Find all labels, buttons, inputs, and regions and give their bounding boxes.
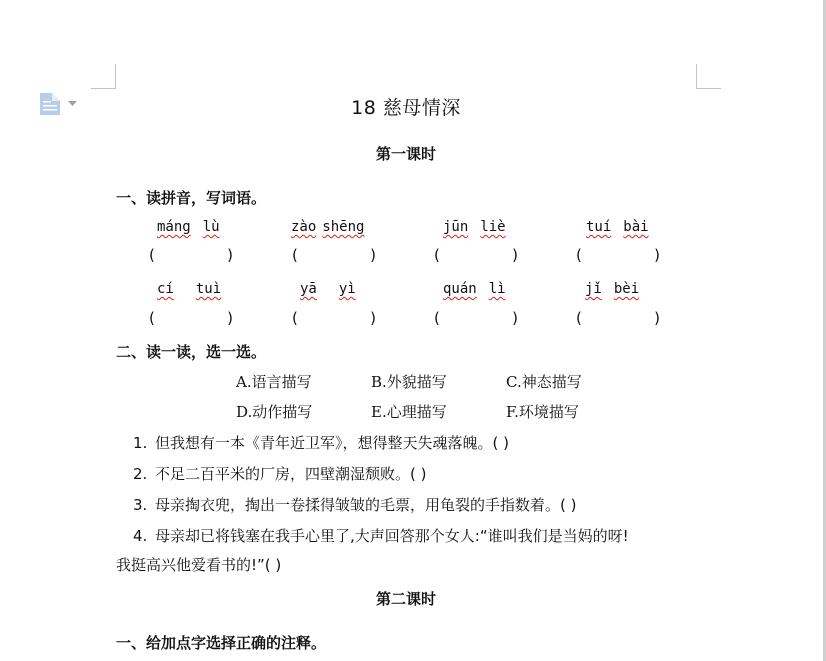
section-heading-annotation: 一、给加点字选择正确的注释。: [116, 634, 327, 652]
pinyin-item: [157, 281, 233, 297]
open-paren: (: [434, 309, 440, 327]
pinyin-item: [585, 281, 651, 297]
question-text: 但我想有一本《青年近卫军》，想得整天失魂落魄。( ): [155, 434, 509, 452]
answer-blank[interactable]: [434, 246, 518, 264]
pinyin-syllable: tuì: [195, 281, 222, 297]
open-paren: (: [292, 246, 298, 264]
question-text: 母亲掏衣兜，掏出一卷揉得皱皱的毛票，用龟裂的手指数着。( ): [155, 496, 577, 514]
question-number: 3.: [133, 496, 148, 514]
pinyin-item: [157, 219, 232, 235]
pinyin-item: [300, 281, 368, 297]
open-paren: (: [576, 246, 582, 264]
pinyin-syllable: tuí: [586, 219, 612, 235]
open-paren: (: [292, 309, 298, 327]
pinyin-syllable: quán: [443, 281, 477, 297]
pinyin-syllable: yā: [300, 281, 317, 297]
pinyin-syllable: jūn: [443, 219, 469, 235]
close-paren: ): [227, 246, 233, 264]
question-item: [133, 463, 426, 484]
pinyin-syllable: lì: [488, 281, 506, 297]
pinyin-item: [586, 219, 661, 235]
question-number: 1.: [133, 434, 148, 452]
close-paren: ): [512, 246, 518, 264]
answer-blank[interactable]: [292, 246, 376, 264]
open-paren: (: [149, 246, 155, 264]
option-d: D.动作描写: [236, 403, 313, 421]
close-paren: ): [654, 246, 660, 264]
pinyin-item: [443, 219, 518, 235]
question-item: [133, 494, 576, 515]
margin-corner-mark-top-left: [91, 64, 116, 89]
open-paren: (: [576, 309, 582, 327]
close-paren: ): [370, 246, 376, 264]
pinyin-item: [291, 219, 376, 235]
section-heading-pinyin: 一、读拼音，写词语。: [116, 189, 267, 207]
pinyin-syllable: zào: [291, 219, 317, 235]
pinyin-syllable: shēng: [322, 219, 365, 235]
pinyin-syllable: bài: [623, 219, 649, 235]
answer-blank[interactable]: [292, 309, 376, 327]
question-text: 不足二百平米的厂房，四壁潮湿颓败。( ): [155, 465, 427, 483]
question-number: 4.: [133, 527, 148, 545]
pinyin-syllable: bèi: [613, 281, 640, 297]
section-heading-choose: 二、读一读，选一选。: [116, 343, 267, 361]
pinyin-syllable: lù: [202, 219, 220, 235]
open-paren: (: [149, 309, 155, 327]
option-f: F.环境描写: [506, 403, 579, 421]
answer-blank[interactable]: [576, 246, 660, 264]
pinyin-syllable: cí: [157, 281, 174, 297]
lesson-heading-2: 第二课时: [375, 590, 436, 608]
answer-blank[interactable]: [434, 309, 518, 327]
option-a: A.语言描写: [236, 373, 312, 391]
close-paren: ): [654, 309, 660, 327]
page-title: 18 慈母情深: [351, 97, 461, 119]
answer-blank[interactable]: [149, 309, 233, 327]
option-b: B.外貌描写: [371, 373, 447, 391]
pinyin-syllable: máng: [157, 219, 191, 235]
answer-blank[interactable]: [149, 246, 233, 264]
close-paren: ): [370, 309, 376, 327]
answer-blank[interactable]: [576, 309, 660, 327]
question-item: [133, 525, 629, 546]
pinyin-item: [443, 281, 518, 297]
question-item: [133, 432, 509, 453]
close-paren: ): [512, 309, 518, 327]
pinyin-syllable: liè: [480, 219, 506, 235]
option-e: E.心理描写: [371, 403, 447, 421]
open-paren: (: [434, 246, 440, 264]
lesson-heading-1: 第一课时: [375, 145, 436, 163]
pinyin-syllable: yì: [338, 281, 356, 297]
question-number: 2.: [133, 465, 148, 483]
margin-corner-mark-top-right: [696, 64, 721, 89]
option-c: C.神态描写: [506, 373, 582, 391]
pinyin-syllable: jǐ: [585, 281, 602, 297]
question-text: 母亲却已将钱塞在我手心里了,大声回答那个女人:“谁叫我们是当妈的呀!: [155, 527, 629, 545]
question-continuation: 我挺高兴他爱看书的!”( ): [116, 556, 282, 574]
close-paren: ): [227, 309, 233, 327]
